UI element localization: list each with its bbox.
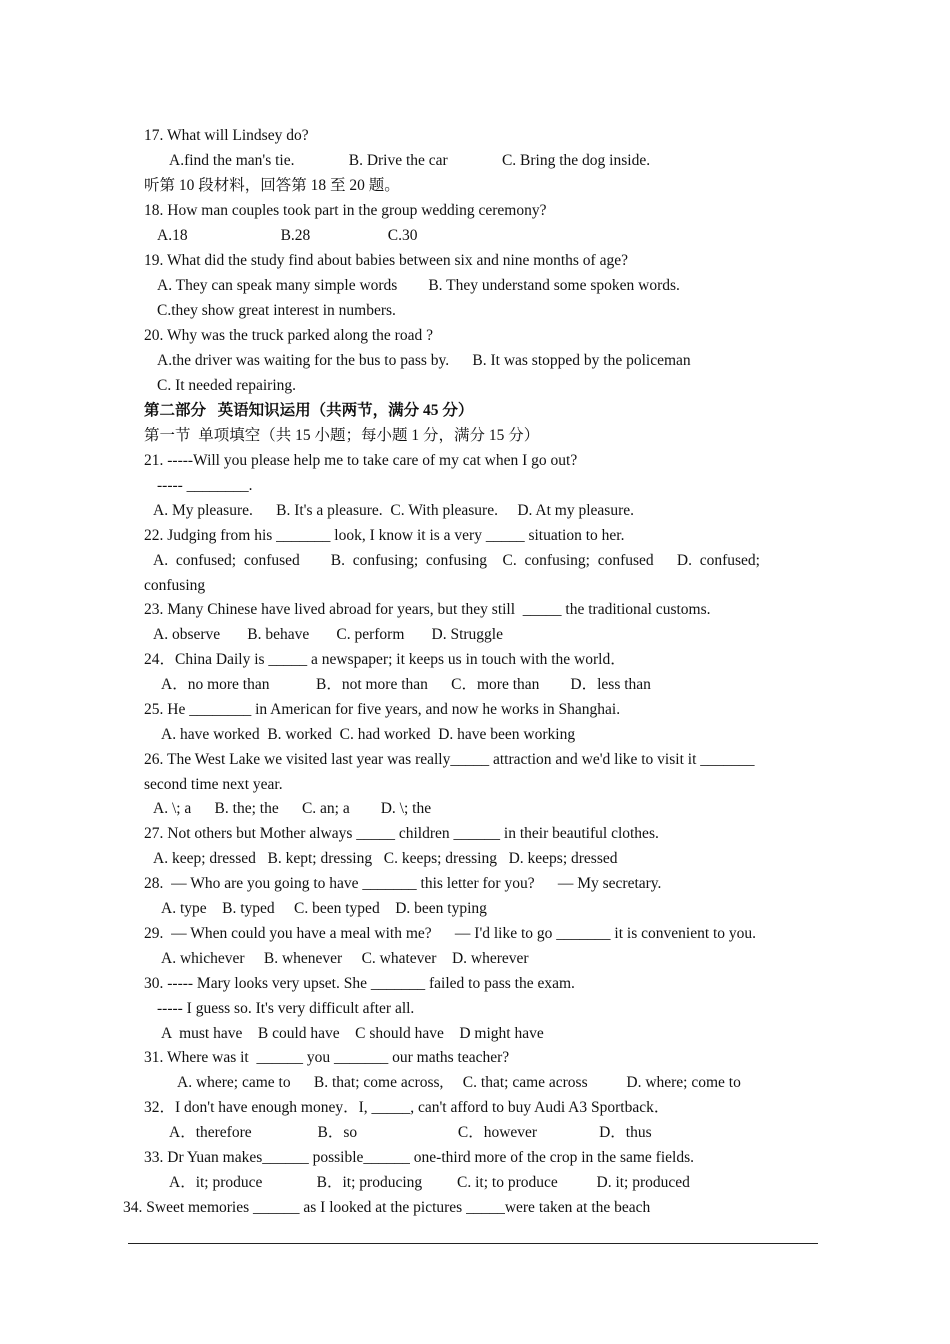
section-one-heading: 第一节 单项填空（共 15 小题；每小题 1 分，满分 15 分） [144,427,540,444]
q23-stem: 23. Many Chinese have lived abroad for years, but they still _____ the traditional customs. [144,601,711,618]
q26-options: A. \; a B. the; the C. an; a D. \; the [153,800,432,817]
q32-stem: 32．I don't have enough money．I, _____, can't afford to buy Audi A3 Sportback． [144,1099,670,1116]
q32-options: A．therefore B．so C．however D．thus [169,1124,652,1141]
q17-stem: 17. What will Lindsey do? [144,127,309,144]
q28-options: A. type B. typed C. been typed D. been typing [161,900,487,917]
q24-options: A．no more than B．not more than C．more than D．less than [161,676,651,693]
q23-options: A. observe B. behave C. perform D. Struggle [153,626,503,643]
q21-options: A. My pleasure. B. It's a pleasure. C. With pleasure. D. At my pleasure. [153,502,634,519]
q33-options: A．it; produce B．it; producing C. it; to produce D. it; produced [169,1174,690,1191]
q31-options: A. where; came to B. that; come across, C. that; came across D. where; come to [177,1074,741,1091]
section-instruction: 听第 10 段材料，回答第 18 至 20 题。 [144,177,400,194]
q19-stem: 19. What did the study find about babies between six and nine months of age? [144,252,628,269]
q21-reply: ----- ________. [157,477,253,494]
q18-options: A.18 B.28 C.30 [157,227,418,244]
q33-stem: 33. Dr Yuan makes______ possible______ one-third more of the crop in the same fields. [144,1149,694,1166]
q31-stem: 31. Where was it ______ you _______ our maths teacher? [144,1049,510,1066]
part-two-heading: 第二部分 英语知识运用（共两节，满分 45 分） [144,402,474,419]
q26-stem: 26. The West Lake we visited last year was really_____ attraction and we'd like to visit it _______ [144,751,755,768]
q30-reply: ----- I guess so. It's very difficult after all. [157,1000,415,1017]
q22-options-cont: confusing [144,577,206,594]
q22-stem: 22. Judging from his _______ look, I know it is a very _____ situation to her. [144,527,625,544]
q28-stem: 28. — Who are you going to have _______ this letter for you? — My secretary. [144,875,662,892]
q29-options: A. whichever B. whenever C. whatever D. wherever [161,950,529,967]
q30-options: A must have B could have C should have D might have [161,1025,544,1042]
footer-divider [128,1243,818,1244]
q22-options: A. confused; confused B. confusing; confusing C. confusing; confused D. confused; [153,552,760,569]
q21-stem: 21. -----Will you please help me to take care of my cat when I go out? [144,452,578,469]
q24-stem: 24．China Daily is _____ a newspaper; it keeps us in touch with the world． [144,651,626,668]
q27-stem: 27. Not others but Mother always _____ children ______ in their beautiful clothes. [144,825,659,842]
q20-stem: 20. Why was the truck parked along the road ? [144,327,433,344]
q26-stem-cont: second time next year. [144,776,283,793]
q25-stem: 25. He ________ in American for five years, and now he works in Shanghai. [144,701,621,718]
q27-options: A. keep; dressed B. kept; dressing C. keeps; dressing D. keeps; dressed [153,850,618,867]
q19-option-c: C.they show great interest in numbers. [157,302,396,319]
q29-stem: 29. — When could you have a meal with me? — I'd like to go _______ it is convenient to you. [144,925,757,942]
q20-option-c: C. It needed repairing. [157,377,297,394]
q19-options-ab: A. They can speak many simple words B. They understand some spoken words. [157,277,680,294]
q18-stem: 18. How man couples took part in the group wedding ceremony? [144,202,547,219]
q20-options-ab: A.the driver was waiting for the bus to pass by. B. It was stopped by the policeman [157,352,691,369]
q17-options: A.find the man's tie. B. Drive the car C. Bring the dog inside. [169,152,651,169]
q30-stem: 30. ----- Mary looks very upset. She _______ failed to pass the exam. [144,975,575,992]
q34-stem: 34. Sweet memories ______ as I looked at the pictures _____were taken at the beach [123,1199,651,1216]
q25-options: A. have worked B. worked C. had worked D. have been working [161,726,576,743]
